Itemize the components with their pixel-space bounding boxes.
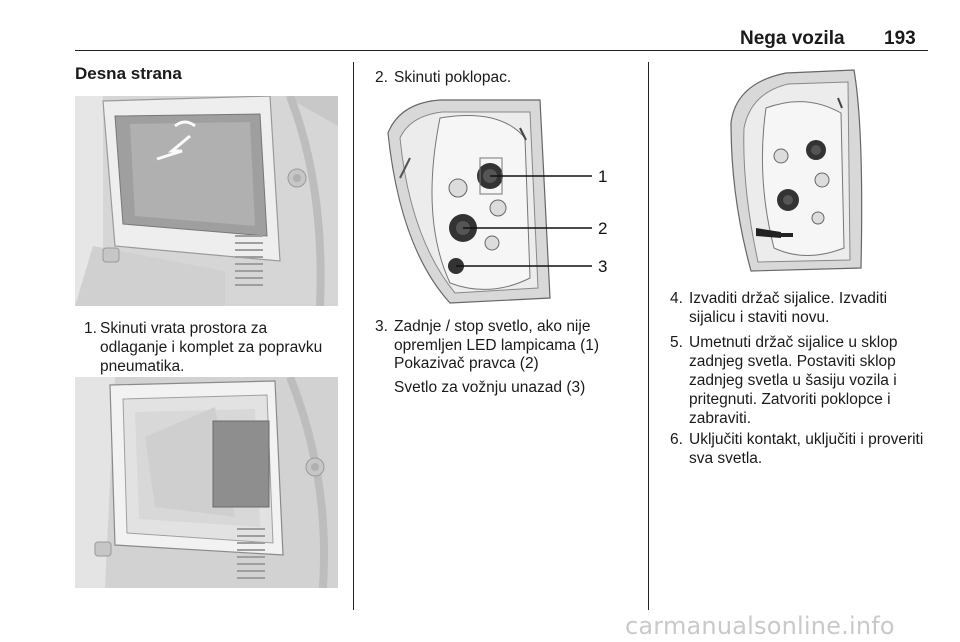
step-text-line: Skinuti vrata prostora za <box>100 320 268 337</box>
step-text-line: Izvaditi držač sijalice. Izvaditi <box>689 290 888 307</box>
note-turn-signal: Pokazivač pravca (2) <box>394 355 539 372</box>
figure-trunk-storage-open <box>75 377 338 588</box>
step-text-line: zabraviti. <box>689 410 752 427</box>
step-text-line: zadnjeg svetla. Postaviti sklop <box>689 353 896 370</box>
step-text-line: Zadnje / stop svetlo, ako nije <box>394 318 591 335</box>
step-text-line: Uključiti kontakt, uključiti i proveriti <box>689 431 924 448</box>
header-rule <box>75 50 928 51</box>
step-number: 6. <box>670 431 683 448</box>
callout-1: 1 <box>598 167 608 186</box>
column-divider-1 <box>353 62 354 610</box>
figure-trunk-storage-door <box>75 96 338 306</box>
step-number: 3. <box>375 318 388 335</box>
step-text-line: odlaganje i komplet za popravku <box>100 339 323 356</box>
step-number: 4. <box>670 290 683 307</box>
figure-tail-lamp-callouts <box>380 98 615 308</box>
callout-2: 2 <box>598 219 608 238</box>
section-title: Desna strana <box>75 64 182 83</box>
step-number: 1. <box>84 320 97 337</box>
note-reversing-light: Svetlo za vožnju unazad (3) <box>394 379 586 396</box>
step-text-line: Umetnuti držač sijalice u sklop <box>689 334 898 351</box>
step-number: 5. <box>670 334 683 351</box>
figure-bulb-holder <box>726 68 866 273</box>
step-text-line: sva svetla. <box>689 450 763 467</box>
step-text-line: pritegnuti. Zatvoriti poklopce i <box>689 391 891 408</box>
step-text-line: opremljen LED lampicama (1) <box>394 337 600 354</box>
page-number: 193 <box>884 28 916 49</box>
step-text-line: Skinuti poklopac. <box>394 69 512 86</box>
page-header-title: Nega vozila <box>740 28 845 49</box>
step-text-line: sijalicu i staviti novu. <box>689 309 830 326</box>
step-text-line: pneumatika. <box>100 358 185 375</box>
watermark: carmanualsonline.info <box>625 612 895 640</box>
step-number: 2. <box>375 69 388 86</box>
column-divider-2 <box>648 62 649 610</box>
callout-3: 3 <box>598 257 608 276</box>
step-text-line: zadnjeg svetla u šasiju vozila i <box>689 372 897 389</box>
